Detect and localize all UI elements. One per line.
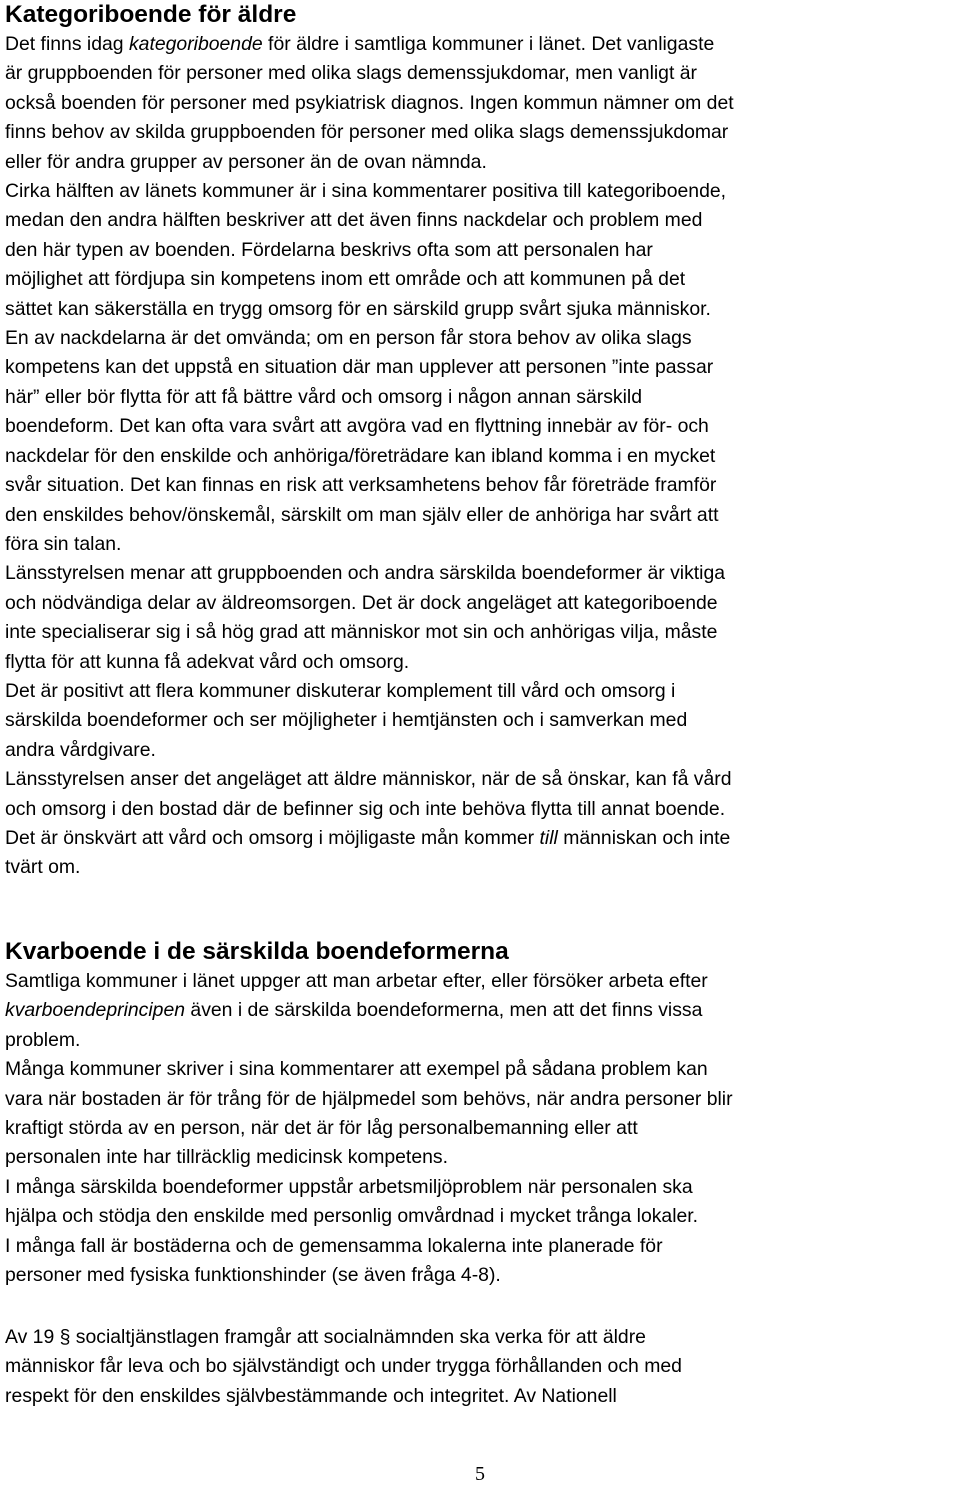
text-line: kompetens kan det uppstå en situation där man upplever att personen ”inte passar (5, 356, 714, 379)
section-kvarboende (5, 937, 945, 1290)
text-line: medan den andra hälften beskriver att det även finns nackdelar och problem med (5, 209, 703, 232)
text-line: kraftigt störda av en person, när det är för låg personalbemanning eller att (5, 1117, 638, 1140)
paragraph (5, 177, 955, 324)
text-line: inte specialiserar sig i så hög grad att människor mot sin och anhörigas vilja, måste (5, 621, 718, 644)
text-line: Det finns idag kategoriboende för äldre i samtliga kommuner i länet. Det vanligaste (5, 33, 715, 55)
text-line: nackdelar för den enskilde och anhöriga/företrädare kan ibland komma i en mycket (5, 444, 716, 467)
text-line: och nödvändiga delar av äldreomsorgen. Det är dock angeläget att kategoriboende (5, 591, 718, 614)
text-line: tvärt om. (5, 856, 81, 879)
text-line: flytta för att kunna få adekvat vård och omsorg. (5, 650, 410, 673)
paragraph (5, 1173, 945, 1232)
text-line: sättet kan säkerställa en trygg omsorg för en särskild grupp svårt sjuka människor. (5, 297, 711, 320)
text-line: personer med fysiska funktionshinder (se även fråga 4-8). (5, 1264, 501, 1287)
text-line: Av 19 § socialtjänstlagen framgår att socialnämnden ska verka för att äldre (5, 1326, 646, 1348)
text-line: kvarboendeprincipen även i de särskilda boendeformerna, men att det finns vissa (5, 999, 703, 1022)
text-line: andra vårdgivare. (5, 738, 156, 761)
emphasized-term: till (539, 826, 558, 849)
text-line: I många särskilda boendeformer uppstår arbetsmiljöproblem när personalen ska (5, 1175, 693, 1198)
text-line: personalen inte har tillräcklig medicinsk kompetens. (5, 1146, 448, 1169)
page-number: 5 (475, 1463, 485, 1485)
paragraph (5, 967, 945, 1055)
text-line: problem. (5, 1028, 81, 1051)
text-line: och omsorg i den bostad där de befinner sig och inte behöva flytta till annat boende. (5, 797, 726, 820)
text-line: här” eller bör flytta för att få bättre vård och omsorg i någon annan särskild (5, 385, 642, 408)
paragraph (5, 1323, 905, 1411)
text-line: vara när bostaden är för trång för de hjälpmedel som behövs, när andra personer blir (5, 1087, 733, 1110)
text-line: svår situation. Det kan finnas en risk att verksamhetens behov får företräde framför (5, 474, 717, 497)
paragraph (5, 765, 955, 883)
text-line: föra sin talan. (5, 532, 122, 555)
text-line: boendeform. Det kan ofta vara svårt att avgöra vad en flyttning innebär av för- och (5, 415, 709, 438)
text-line: möjlighet att fördjupa sin kompetens inom ett område och att kommunen på det (5, 268, 686, 291)
paragraph (5, 559, 955, 677)
text-line: hjälpa och stödja den enskilde med personlig omvårdnad i mycket trånga lokaler. (5, 1205, 699, 1228)
text-line: Många kommuner skriver i sina kommentarer att exempel på sådana problem kan (5, 1058, 708, 1081)
text-line: En av nackdelarna är det omvända; om en person får stora behov av olika slags (5, 327, 692, 350)
section-body (5, 967, 945, 1290)
section-body (5, 1323, 905, 1411)
text-line: Cirka hälften av länets kommuner är i sina kommentarer positiva till kategoriboende, (5, 180, 727, 203)
section-heading: Kvarboende i de särskilda boendeformerna (5, 938, 509, 965)
text-line: människor får leva och bo självständigt och under trygga förhållanden och med (5, 1355, 682, 1378)
text-line: särskilda boendeformer och ser möjligheter i hemtjänsten och i samverkan med (5, 709, 688, 732)
text-line: Länsstyrelsen anser det angeläget att äldre människor, när de så önskar, kan få vård (5, 768, 732, 791)
paragraph (5, 1055, 945, 1173)
emphasized-term: kvarboendeprincipen (5, 999, 186, 1022)
text-line: också boenden för personer med psykiatrisk diagnos. Ingen kommun nämner om det (5, 91, 734, 114)
paragraph (5, 1232, 945, 1291)
section-socialtjanstlagen (5, 1323, 905, 1411)
text-line: är gruppboenden för personer med olika slags demenssjukdomar, men vanligt är (5, 62, 697, 85)
text-line: den här typen av boenden. Fördelarna beskrivs ofta som att personalen har (5, 238, 653, 261)
text-line: den enskildes behov/önskemål, särskilt om man själv eller de anhöriga har svårt att (5, 503, 719, 526)
text-line: respekt för den enskildes självbestämmande och integritet. Av Nationell (5, 1384, 617, 1407)
text-line: finns behov av skilda gruppboenden för personer med olika slags demenssjukdomar (5, 121, 729, 144)
section-body (5, 30, 955, 883)
paragraph (5, 677, 955, 765)
section-heading: Kategoriboende för äldre (5, 1, 297, 28)
text-line: Länsstyrelsen menar att gruppboenden och andra särskilda boendeformer är viktiga (5, 562, 726, 585)
text-line: I många fall är bostäderna och de gemensamma lokalerna inte planerade för (5, 1234, 663, 1257)
text-line: eller för andra grupper av personer än de ovan nämnda. (5, 150, 487, 173)
text-line: Det är önskvärt att vård och omsorg i möjligaste mån kommer till människan och inte (5, 826, 731, 849)
emphasized-term: kategoriboende (128, 33, 263, 55)
text-line: Det är positivt att flera kommuner diskuterar komplement till vård och omsorg i (5, 679, 676, 702)
paragraph (5, 324, 955, 559)
paragraph (5, 30, 955, 177)
text-line: Samtliga kommuner i länet uppger att man arbetar efter, eller försöker arbeta efter (5, 970, 708, 992)
section-kategoriboende (5, 0, 955, 883)
